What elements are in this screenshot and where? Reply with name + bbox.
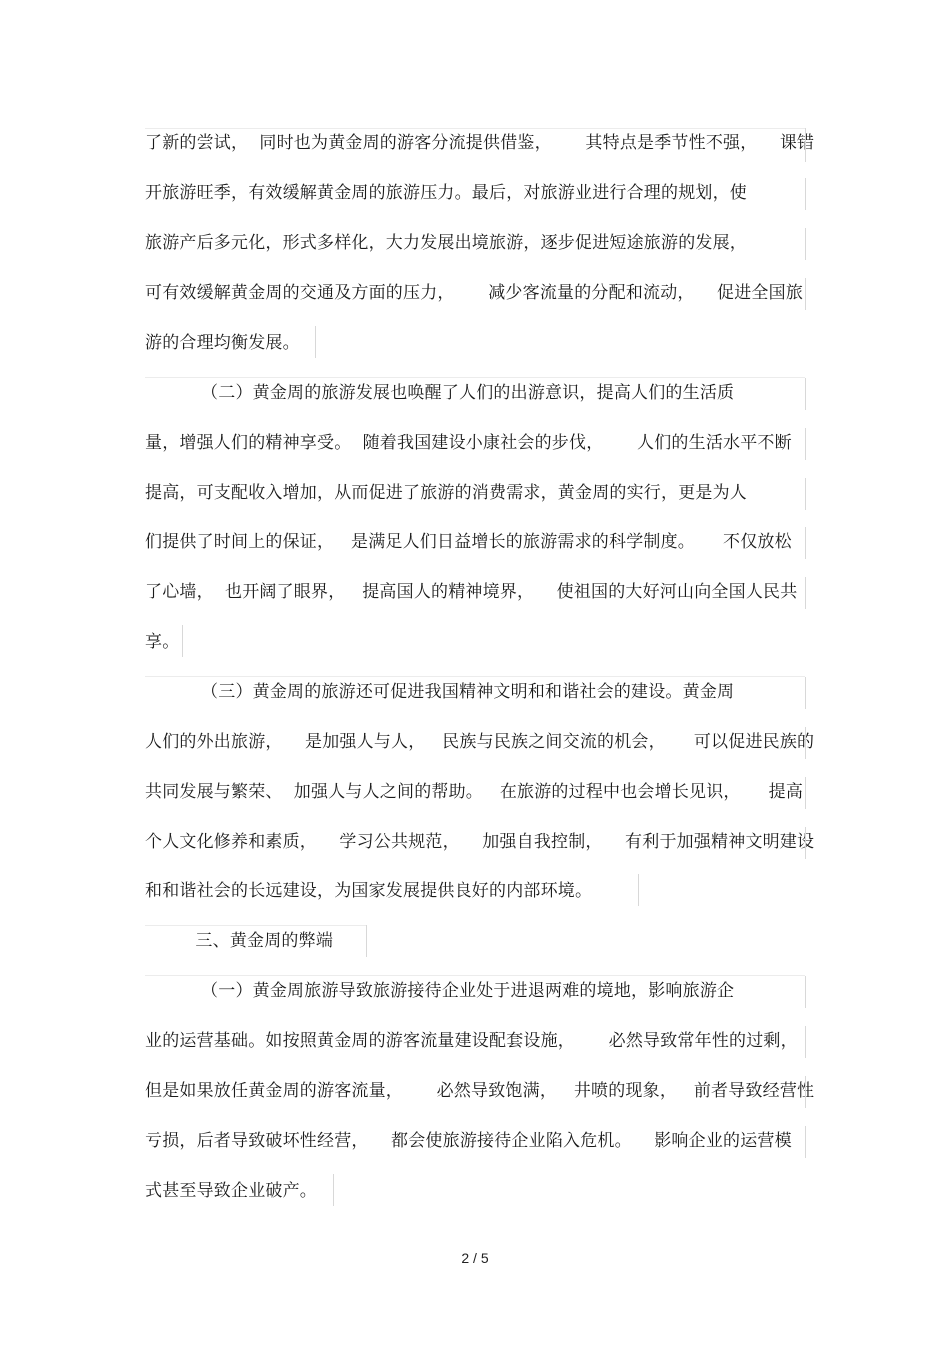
line-end-marker xyxy=(805,976,806,1008)
line-end-marker xyxy=(366,925,367,957)
line-end-marker xyxy=(805,677,806,709)
text-line: 开旅游旺季，有效缓解黄金周的旅游压力。最后，对旅游业进行合理的规划，使 xyxy=(145,183,747,203)
line-end-marker xyxy=(315,326,316,358)
line-end-marker xyxy=(805,727,806,759)
line-end-marker xyxy=(182,625,183,657)
text-line: 可有效缓解黄金周的交通及方面的压力， 减少客流量的分配和流动， 促进全国旅 xyxy=(145,283,804,303)
text-line: （一）黄金周旅游导致旅游接待企业处于进退两难的境地，影响旅游企 xyxy=(145,981,735,1001)
line-end-marker xyxy=(805,577,806,609)
text-line: 量，增强人们的精神享受。 随着我国建设小康社会的步伐， 人们的生活水平不断 xyxy=(145,433,792,453)
line-end-marker xyxy=(805,378,806,410)
text-line: 提高，可支配收入增加，从而促进了旅游的消费需求，黄金周的实行，更是为人 xyxy=(145,483,747,503)
line-end-marker xyxy=(805,428,806,460)
text-line: 了新的尝试， 同时也为黄金周的游客分流提供借鉴， 其特点是季节性不强， 课错 xyxy=(145,133,815,153)
text-line: 们提供了时间上的保证， 是满足人们日益增长的旅游需求的科学制度。 不仅放松 xyxy=(145,532,792,552)
line-end-marker xyxy=(805,1026,806,1058)
line-end-marker xyxy=(805,278,806,310)
text-line: 业的运营基础。如按照黄金周的游客流量建设配套设施， 必然导致常年性的过剩， xyxy=(145,1031,798,1051)
text-line: 但是如果放任黄金周的游客流量， 必然导致饱满， 井喷的现象， 前者导致经营性 xyxy=(145,1081,815,1101)
text-line: 共同发展与繁荣、 加强人与人之间的帮助。 在旅游的过程中也会增长见识， 提高 xyxy=(145,782,804,802)
line-end-marker xyxy=(805,178,806,210)
text-line: 亏损，后者导致破坏性经营， 都会使旅游接待企业陷入危机。 影响企业的运营模 xyxy=(145,1131,792,1151)
text-line: 和和谐社会的长远建设，为国家发展提供良好的内部环境。 xyxy=(145,881,593,901)
page-number: 2 / 5 xyxy=(461,1250,489,1266)
line-end-marker xyxy=(805,777,806,809)
line-end-marker xyxy=(805,478,806,510)
line-end-marker xyxy=(805,228,806,260)
text-line: 式甚至导致企业破产。 xyxy=(145,1181,317,1201)
text-line: 人们的外出旅游， 是加强人与人， 民族与民族之间交流的机会， 可以促进民族的 xyxy=(145,732,815,752)
text-line: 游的合理均衡发展。 xyxy=(145,333,300,353)
line-end-marker xyxy=(805,527,806,559)
line-end-marker xyxy=(805,827,806,859)
line-end-marker xyxy=(805,128,806,162)
text-line: （三）黄金周的旅游还可促进我国精神文明和和谐社会的建设。黄金周 xyxy=(145,682,735,702)
line-end-marker xyxy=(805,1126,806,1158)
line-end-marker xyxy=(333,1174,334,1206)
text-line: 享。 xyxy=(145,632,180,652)
text-line: （二）黄金周的旅游发展也唤醒了人们的出游意识，提高人们的生活质 xyxy=(145,383,735,403)
line-end-marker xyxy=(805,1076,806,1108)
line-end-marker xyxy=(638,874,639,906)
text-line: 旅游产后多元化，形式多样化，大力发展出境旅游，逐步促进短途旅游的发展， xyxy=(145,233,747,253)
text-line: 了心墙， 也开阔了眼界， 提高国人的精神境界， 使祖国的大好河山向全国人民共 xyxy=(145,582,798,602)
section-heading: 三、黄金周的弊端 xyxy=(145,931,334,951)
text-line: 个人文化修养和素质， 学习公共规范， 加强自我控制， 有利于加强精神文明建设 xyxy=(145,832,815,852)
